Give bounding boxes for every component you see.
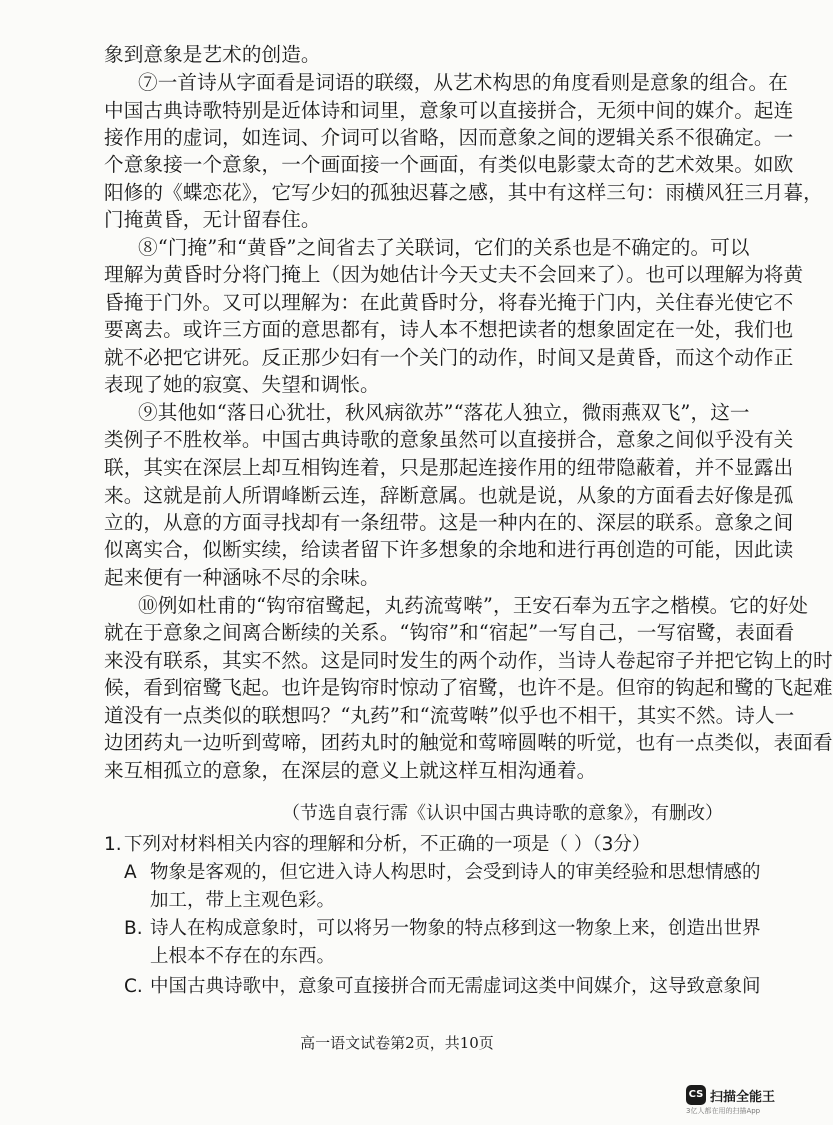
option-a-text: 物象是客观的，但它进入诗人构思时，会受到诗人的审美经验和思想情感的	[150, 862, 761, 883]
option-c-text: 中国古典诗歌中，意象可直接拼合而无需虚词这类中间媒介，这导致意象间	[150, 976, 761, 997]
paragraph-8-line: ⑧“门掩”和“黄昏”之间省去了关联词，它们的关系也是不确定的。可以	[138, 236, 750, 259]
paragraph-10-line: ⑩例如杜甫的“钩帘宿鹭起，丸药流莺啭”，王安石奉为五字之楷模。它的好处	[138, 594, 809, 617]
option-c-label: C.	[124, 976, 143, 997]
text-line: 中国古典诗歌特别是近体诗和词里，意象可以直接拼合，无须中间的媒介。起连	[104, 99, 794, 122]
option-a-label: A	[124, 862, 137, 883]
text-line: 理解为黄昏时分将门掩上（因为她估计今天丈夫不会回来了）。也可以理解为将黄	[104, 263, 804, 286]
text-line: 联，其实在深层上却互相钩连着，只是那起连接作用的纽带隐蔽着，并不显露出	[104, 456, 794, 479]
page-footer: 高一语文试卷第2页，共10页	[300, 1034, 494, 1052]
text-line: 来没有联系，其实不然。这是同时发生的两个动作，当诗人卷起帘子并把它钩上的时	[104, 649, 833, 672]
text-line: 表现了她的寂寞、失望和调怅。	[104, 373, 380, 396]
text-line: 类例子不胜枚举。中国古典诗歌的意象虽然可以直接拼合，意象之间似乎没有关	[104, 428, 794, 451]
option-b-text-cont: 上根本不存在的东西。	[150, 946, 336, 967]
text-line: 来。这就是前人所谓峰断云连，辞断意属。也就是说，从象的方面看去好像是孤	[104, 484, 794, 507]
option-a-text-cont: 加工，带上主观色彩。	[150, 890, 336, 911]
paragraph-9-line: ⑨其他如“落日心犹壮，秋风病欲苏”“落花人独立，微雨燕双飞”，这一	[138, 401, 750, 424]
text-line: 要离去。或许三方面的意思都有，诗人本不想把读者的想象固定在一处，我们也	[104, 318, 794, 341]
text-line: 就在于意象之间离合断续的关系。“钩帘”和“宿起”一写自己，一写宿鹭，表面看	[104, 621, 795, 644]
text-line: 就不必把它讲死。反正那少妇有一个关门的动作，时间又是黄昏，而这个动作正	[104, 346, 794, 369]
text-line: 接作用的虚词，如连词、介词可以省略，因而意象之间的逻辑关系不很确定。一	[104, 126, 794, 149]
text-line: 门掩黄昏，无计留春住。	[104, 208, 321, 231]
text-line: 个意象接一个意象，一个画面接一个画面，有类似电影蒙太奇的艺术效果。如欧	[104, 153, 794, 176]
text-line: 边团药丸一边听到莺啼，团药丸时的触觉和莺啼圆啭的听觉，也有一点类似，表面看	[104, 731, 833, 754]
text-line: 道没有一点类似的联想吗？“丸药”和“流莺啭”似乎也不相干，其实不然。诗人一	[104, 704, 795, 727]
question-stem: 下列对材料相关内容的理解和分析，不正确的一项是（ ）（3分）	[124, 834, 651, 855]
text-line: 来互相孤立的意象，在深层的意义上就这样互相沟通着。	[104, 759, 597, 782]
text-line: 立的，从意的方面寻找却有一条纽带。这是一种内在的、深层的联系。意象之间	[104, 511, 794, 534]
text-line: 起来便有一种涵咏不尽的余味。	[104, 566, 380, 589]
source-citation: （节选自袁行霈《认识中国古典诗歌的意象》，有删改）	[282, 803, 723, 824]
question-number: 1.	[104, 834, 122, 855]
text-line: 象到意象是艺术的创造。	[104, 43, 321, 66]
paragraph-7-line: ⑦一首诗从字面看是词语的联缀，从艺术构思的角度看则是意象的组合。在	[138, 71, 788, 94]
text-line: 似离实合，似断实续，给读者留下许多想象的余地和进行再创造的可能，因此读	[104, 538, 794, 561]
text-line: 昏掩于门外。又可以理解为：在此黄昏时分，将春光掩于门内，关住春光使它不	[104, 291, 794, 314]
camscanner-logo-icon: CS	[686, 1085, 706, 1105]
scanner-tagline: 3亿人都在用的扫描App	[686, 1107, 761, 1115]
option-b-label: B.	[124, 918, 143, 939]
option-b-text: 诗人在构成意象时，可以将另一物象的特点移到这一物象上来，创造出世界	[150, 918, 761, 939]
text-line: 候，看到宿鹭飞起。也许是钩帘时惊动了宿鹭，也许不是。但帘的钩起和鹭的飞起难	[104, 676, 833, 699]
scanner-watermark	[686, 1083, 786, 1117]
scanner-app-name: 扫描全能王	[710, 1090, 776, 1105]
text-line: 阳修的《蝶恋花》，它写少妇的孤独迟暮之感，其中有这样三句：雨横风狂三月暮，	[104, 181, 823, 204]
